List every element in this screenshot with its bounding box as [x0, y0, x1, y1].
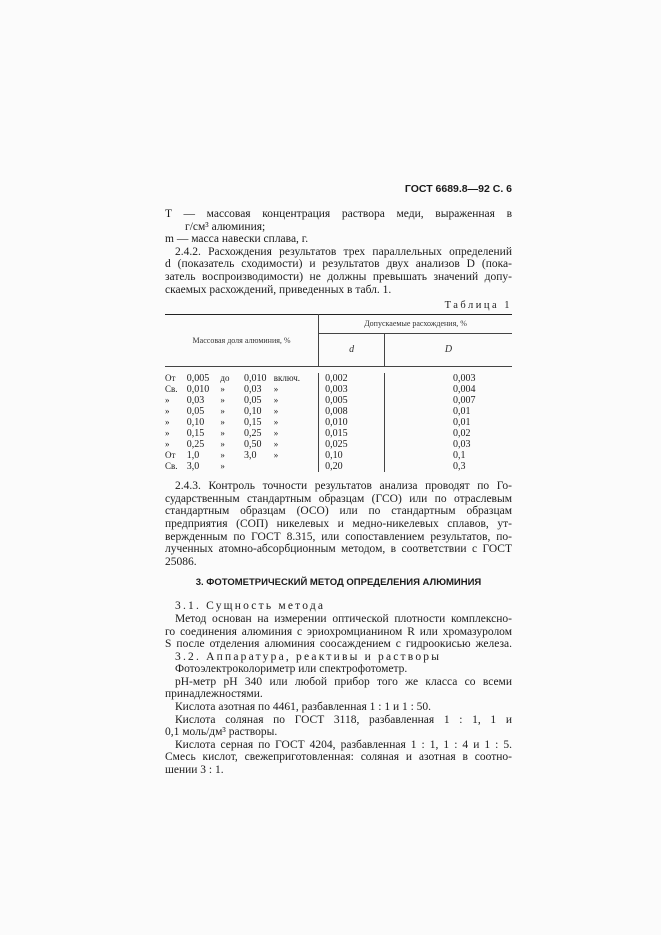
- to-word-cell: »: [220, 384, 225, 395]
- table-row: [165, 406, 512, 417]
- to-word-cell: до: [220, 373, 230, 384]
- text-line: сударственным стандартным образцам (ГСО) или по отраслевым: [165, 492, 512, 505]
- col-header-d: d: [319, 334, 385, 367]
- from-cell: 0,010: [186, 384, 210, 396]
- prefix-cell: »: [165, 406, 170, 417]
- d-cell: 0,008: [319, 406, 385, 417]
- d-cell: 0,005: [319, 395, 385, 406]
- from-cell: 0,03: [186, 395, 205, 407]
- d-cell: 0,010: [319, 417, 385, 428]
- table-row: [165, 373, 512, 384]
- text-line: предприятия (СОП) никелевых и медно-никелевых сплавов, ут-: [165, 517, 512, 530]
- prefix-cell: Св.: [165, 384, 178, 395]
- D-cell: 0,01: [385, 406, 512, 417]
- from-cell: 0,05: [186, 406, 205, 418]
- subsection-title: 3.1. Сущность метода: [175, 600, 326, 613]
- to-word-cell: »: [220, 417, 225, 428]
- d-cell: 0,20: [319, 461, 385, 472]
- to-cell: 0,10: [243, 406, 262, 418]
- text-line: затель воспроизводимости) не должны превышать значений допу-: [165, 270, 512, 283]
- text-line: 2.4.3. Контроль точности результатов анализа проводят по Го-: [175, 480, 512, 493]
- from-cell: 0,15: [186, 428, 205, 440]
- text-line: принадлежностями.: [165, 688, 263, 701]
- col-header-D: D: [385, 334, 512, 367]
- table-row: [165, 461, 512, 472]
- to-cell: 0,50: [243, 439, 262, 451]
- D-cell: 0,3: [385, 461, 512, 472]
- text-line: лученных атомно-абсорбционным методом, в соответствии с ГОСТ: [165, 543, 512, 556]
- text-line: 25086.: [165, 555, 197, 568]
- prefix-cell: »: [165, 428, 170, 439]
- text-line: стандартным образцам (ОСО) или по стандартным образцам: [165, 505, 512, 518]
- D-cell: 0,1: [385, 450, 512, 461]
- incl-cell: »: [273, 450, 279, 461]
- incl-cell: »: [273, 395, 279, 406]
- text-line: 0,1 моль/дм³ растворы.: [165, 726, 278, 739]
- from-cell: 0,25: [186, 439, 205, 451]
- text-line: вержденным по ГОСТ 8.315, или сопоставлением результатов, по-: [165, 530, 512, 543]
- table-row: [165, 417, 512, 428]
- D-cell: 0,01: [385, 417, 512, 428]
- incl-cell: »: [273, 439, 279, 450]
- d-cell: 0,025: [319, 439, 385, 450]
- incl-cell: включ.: [273, 373, 300, 384]
- col-header-allowed: Допускаемые расхождения, %: [319, 315, 512, 334]
- prefix-cell: От: [165, 373, 176, 384]
- to-cell: 0,03: [243, 384, 262, 396]
- from-cell: 3,0: [186, 461, 200, 473]
- d-cell: 0,015: [319, 428, 385, 439]
- table-row: [165, 439, 512, 450]
- text-line: Кислота азотная по 4461, разбавленная 1 : 1 и 1 : 50.: [175, 701, 432, 714]
- to-cell: [244, 461, 274, 472]
- text-line: скаемых расхождений, приведенных в табл. 1.: [165, 283, 392, 296]
- incl-cell: »: [273, 406, 279, 417]
- to-word-cell: »: [220, 395, 225, 406]
- to-word-cell: »: [220, 406, 225, 417]
- d-cell: 0,10: [319, 450, 385, 461]
- to-cell: 0,010: [243, 373, 267, 385]
- to-word-cell: »: [220, 428, 225, 439]
- text-line: шении 3 : 1.: [165, 764, 224, 777]
- D-cell: 0,02: [385, 428, 512, 439]
- section-title: 3. ФОТОМЕТРИЧЕСКИЙ МЕТОД ОПРЕДЕЛЕНИЯ АЛЮМИНИЯ: [195, 577, 482, 589]
- tolerance-table: [165, 314, 512, 472]
- to-word-cell: »: [220, 461, 225, 472]
- text-line: Смесь кислот, свежеприготовленная: соляная и азотная в соотно-: [165, 751, 512, 764]
- to-cell: 0,15: [243, 417, 262, 429]
- prefix-cell: »: [165, 439, 170, 450]
- to-cell: 3,0: [243, 450, 257, 462]
- incl-cell: »: [273, 417, 279, 428]
- text-line: pH-метр pH 340 или любой прибор того же класса со всеми: [175, 675, 512, 688]
- text-line: d (показатель сходимости) и результатов двух анализов D (пока-: [165, 258, 512, 271]
- text-line: го соединения алюминия с эриохромцианином R или хромазуролом: [165, 625, 512, 638]
- table-row: [165, 384, 512, 395]
- d-cell: 0,003: [319, 384, 385, 395]
- text-column: [165, 182, 512, 777]
- d-cell: 0,002: [319, 373, 385, 384]
- table-row: [165, 450, 512, 461]
- to-word-cell: »: [220, 450, 225, 461]
- text-line: T — массовая концентрация раствора меди, выраженная в: [165, 208, 512, 220]
- D-cell: 0,03: [385, 439, 512, 450]
- text-line: г/см³ алюминия;: [185, 220, 266, 233]
- prefix-cell: »: [165, 395, 170, 406]
- D-cell: 0,007: [385, 395, 512, 406]
- to-word-cell: »: [220, 439, 225, 450]
- D-cell: 0,003: [385, 373, 512, 384]
- page-header: ГОСТ 6689.8—92 С. 6: [404, 183, 512, 195]
- text-line: S после отделения алюминия соосаждением с гидроокисью железа.: [165, 638, 512, 651]
- from-cell: 0,005: [186, 373, 210, 385]
- prefix-cell: Св.: [165, 461, 178, 472]
- incl-cell: »: [273, 428, 279, 439]
- to-cell: 0,05: [243, 395, 262, 407]
- col-header-mass: Массовая доля алюминия, %: [165, 315, 319, 367]
- D-cell: 0,004: [385, 384, 512, 395]
- prefix-cell: От: [165, 450, 176, 461]
- text-line: Фотоэлектроколориметр или спектрофотометр.: [175, 663, 408, 676]
- incl-cell: [274, 461, 319, 472]
- prefix-cell: »: [165, 417, 170, 428]
- from-cell: 1,0: [186, 450, 200, 462]
- table-caption: Таблица 1: [444, 300, 512, 312]
- to-cell: 0,25: [243, 428, 262, 440]
- text-line: Метод основан на измерении оптической плотности комплексно-: [175, 612, 512, 625]
- text-line: Кислота серная по ГОСТ 4204, разбавленная 1 : 1, 1 : 4 и 1 : 5.: [175, 738, 512, 751]
- table-row: [165, 395, 512, 406]
- incl-cell: »: [273, 384, 279, 395]
- text-line: m — масса навески сплава, г.: [165, 233, 309, 246]
- text-line: Кислота соляная по ГОСТ 3118, разбавленная 1 : 1, 1 и: [175, 713, 512, 726]
- from-cell: 0,10: [186, 417, 205, 429]
- table-row: [165, 428, 512, 439]
- subsection-title: 3.2. Аппаратура, реактивы и растворы: [175, 650, 442, 663]
- text-line: 2.4.2. Расхождения результатов трех параллельных определений: [175, 245, 512, 258]
